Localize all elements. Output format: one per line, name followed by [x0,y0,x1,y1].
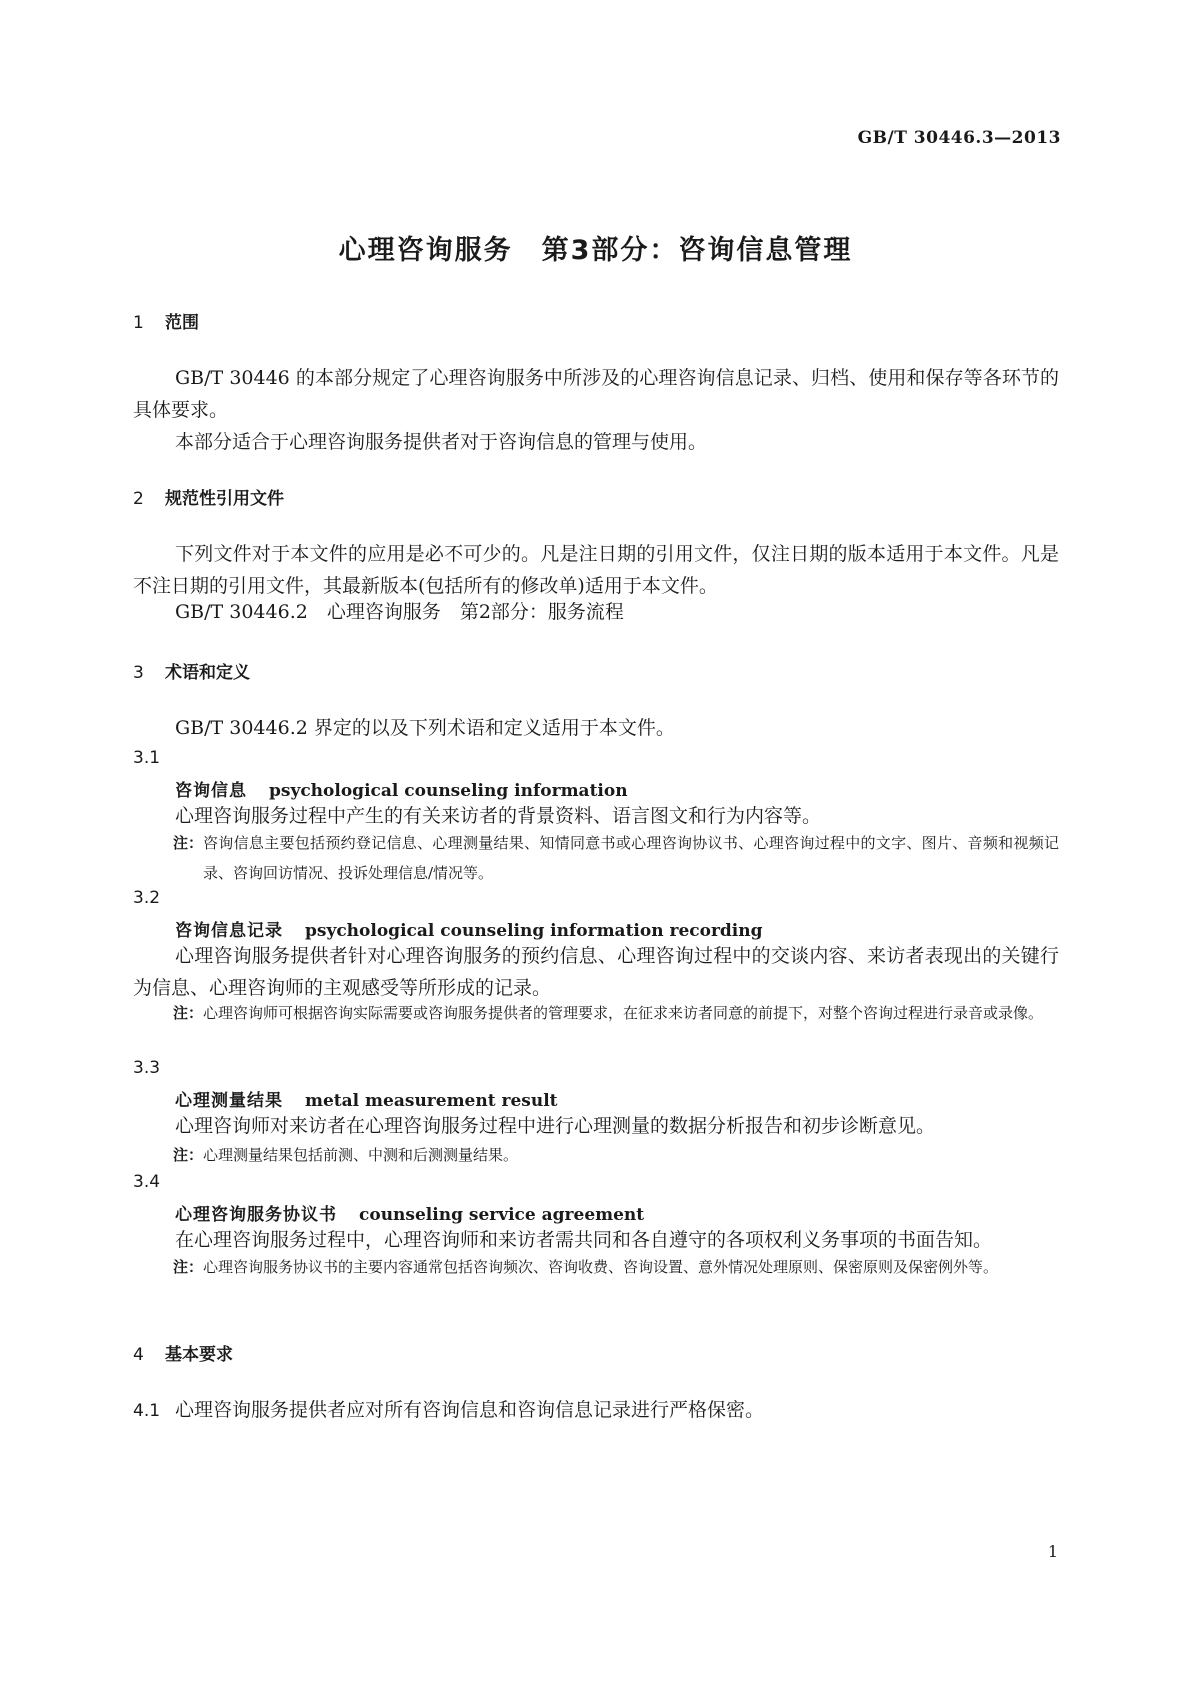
term-definition: 心理咨询服务过程中产生的有关来访者的背景资料、语言图文和行为内容等。 [175,805,822,827]
note-text: 心理咨询师可根据咨询实际需要或咨询服务提供者的管理要求，在征求来访者同意的前提下，对整个咨询过程进行录音或录像。 [203,1004,1044,1022]
note-label: 注： [173,834,204,852]
term-heading [175,916,763,941]
term-chinese: 咨询信息记录 [175,921,283,941]
term-definition: 在心理咨询服务过程中，心理咨询师和来访者需共同和各自遵守的各项权利义务事项的书面告知。 [175,1229,993,1251]
term-chinese: 咨询信息 [175,781,247,801]
section-4-heading [133,1340,233,1365]
clause-4-1 [133,1394,1059,1427]
term-definition: 心理咨询服务提供者针对心理咨询服务的预约信息、心理咨询过程中的交谈内容、来访者表现出的关键行为信息、心理咨询师的主观感受等所形成的记录。 [133,945,1059,999]
section-1-paragraph-2: 本部分适合于心理咨询服务提供者对于咨询信息的管理与使用。 [175,431,708,453]
term-definition: 心理咨询师对来访者在心理咨询服务过程中进行心理测量的数据分析报告和初步诊断意见。 [175,1115,936,1137]
term-note [173,828,1059,888]
section-3-intro: GB/T 30446.2 界定的以及下列术语和定义适用于本文件。 [175,717,675,739]
section-number: 4 [133,1345,144,1365]
note-text: 心理咨询服务协议书的主要内容通常包括咨询频次、咨询收费、咨询设置、意外情况处理原则、保密原则及保密例外等。 [203,1258,999,1276]
section-number: 2 [133,489,144,509]
term-english: psychological counseling information recording [305,921,763,941]
clause-text: 心理咨询服务提供者应对所有咨询信息和咨询信息记录进行严格保密。 [175,1399,765,1421]
term-heading [175,776,628,801]
section-2-heading [133,484,284,509]
term-note [173,998,1059,1028]
document-title: 心理咨询服务 第3部分：咨询信息管理 [338,235,853,266]
term-number: 3.2 [133,888,161,908]
note-label: 注： [173,1146,204,1164]
section-1-heading [133,308,199,333]
section-1-paragraph-1: GB/T 30446 的本部分规定了心理咨询服务中所涉及的心理咨询信息记录、归档、使用和保存等各环节的具体要求。 [133,367,1059,421]
section-3-heading [133,658,250,683]
term-heading [175,1086,558,1111]
term-number: 3.1 [133,748,161,768]
term-note [173,1140,1059,1170]
section-number: 1 [133,313,144,333]
section-title: 范围 [165,313,199,333]
clause-number: 4.1 [133,1401,161,1421]
standard-code: GB/T 30446.3—2013 [857,128,1061,148]
term-english: counseling service agreement [359,1205,645,1225]
page-number: 1 [1047,1542,1058,1561]
term-english: psychological counseling information [269,781,628,801]
note-text: 咨询信息主要包括预约登记信息、心理测量结果、知情同意书或心理咨询协议书、心理咨询过程中的文字、图片、音频和视频记录、咨询回访情况、投诉处理信息/情况等。 [203,834,1059,882]
term-number: 3.3 [133,1058,161,1078]
term-note [173,1252,1059,1282]
term-chinese: 心理测量结果 [175,1091,283,1111]
term-english: metal measurement result [305,1091,558,1111]
note-label: 注： [173,1258,204,1276]
section-title: 规范性引用文件 [165,489,284,509]
section-2-paragraph-1: 下列文件对于本文件的应用是必不可少的。凡是注日期的引用文件，仅注日期的版本适用于本文件。凡是不注日期的引用文件，其最新版本(包括所有的修改单)适用于本文件。 [133,543,1059,597]
term-heading [175,1200,644,1225]
section-number: 3 [133,663,144,683]
note-label: 注： [173,1004,204,1022]
term-chinese: 心理咨询服务协议书 [175,1205,337,1225]
normative-reference: GB/T 30446.2 心理咨询服务 第2部分：服务流程 [175,601,624,623]
note-text: 心理测量结果包括前测、中测和后测测量结果。 [203,1146,519,1164]
section-title: 基本要求 [165,1345,233,1365]
term-number: 3.4 [133,1172,161,1192]
section-title: 术语和定义 [165,663,250,683]
